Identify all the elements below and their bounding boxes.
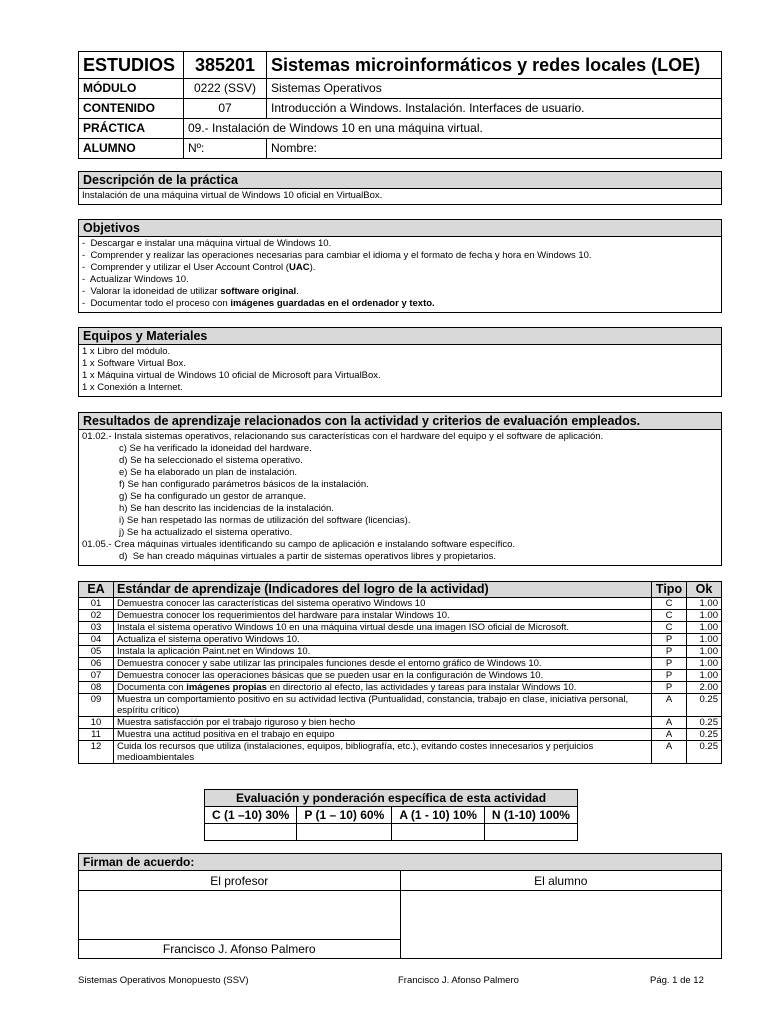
eval-n-label: N (1-10) 100% [484, 807, 577, 824]
criterion-item: d) Se ha seleccionado el sistema operativo. [119, 455, 303, 466]
description-section [78, 171, 722, 205]
eval-c-label: C (1 –10) 30% [205, 807, 297, 824]
results-title: Resultados de aprendizaje relacionados con la actividad y criterios de evaluación empleados. [79, 413, 721, 430]
table-row: 03 Instala el sistema operativo Windows 10 en una máquina virtual desde una imagen ISO oficial de Microsoft. C 1.00 [79, 622, 722, 634]
content-code: 07 [184, 99, 267, 119]
table-row: 04 Actualiza el sistema operativo Windows 10. P 1.00 [79, 634, 722, 646]
eval-a-field[interactable] [392, 824, 485, 841]
objective-item: - Actualizar Windows 10. [82, 274, 189, 285]
practice-label: PRÁCTICA [79, 119, 184, 139]
signature-table [78, 853, 722, 959]
student-number-field[interactable]: Nº: [184, 139, 267, 159]
practice-name: 09.- Instalación de Windows 10 en una máquina virtual. [184, 119, 722, 139]
module-code: 0222 (SSV) [184, 79, 267, 99]
equipment-item: 1 x Máquina virtual de Windows 10 oficial de Microsoft para VirtualBox. [82, 370, 381, 381]
objectives-section [78, 219, 722, 313]
description-title: Descripción de la práctica [79, 172, 721, 189]
studies-label: ESTUDIOS [79, 52, 184, 79]
footer-page: Pág. 1 de 12 [650, 975, 704, 986]
footer-left: Sistemas Operativos Monopuesto (SSV) [78, 975, 249, 986]
criterion-item: e) Se ha elaborado un plan de instalación. [119, 467, 297, 478]
table-row: 10 Muestra satisfacción por el trabajo riguroso y bien hecho A 0.25 [79, 717, 722, 729]
table-row: 02 Demuestra conocer los requerimientos del hardware para instalar Windows 10. C 1.00 [79, 610, 722, 622]
results-section [78, 412, 722, 566]
equipment-title: Equipos y Materiales [79, 328, 721, 345]
teacher-signature-box[interactable] [79, 891, 401, 940]
objective-item: - Comprender y realizar las operaciones necesarias para cambiar el idioma y el formato de fecha y hora en Windows 10. [82, 250, 592, 261]
criterion-item: i) Se han respetado las normas de utilización del software (licencias). [119, 515, 411, 526]
objective-item: - Documentar todo el proceso con imágenes guardadas en el ordenador y texto. [82, 298, 435, 309]
table-row: 07 Demuestra conocer las operaciones básicas que se pueden usar en la configuración de Windows 10. P 1.00 [79, 670, 722, 682]
content-name: Introducción a Windows. Instalación. Interfaces de usuario. [267, 99, 722, 119]
col-tipo: Tipo [652, 582, 687, 598]
content-label: CONTENIDO [79, 99, 184, 119]
equipment-item: 1 x Conexión a Internet. [82, 382, 183, 393]
student-heading: El alumno [400, 871, 722, 891]
eval-c-field[interactable] [205, 824, 297, 841]
col-ea: EA [79, 582, 114, 598]
header-table [78, 51, 722, 159]
table-row: 09 Muestra un comportamiento positivo en su actividad lectiva (Puntualidad, constancia, trabajo en clase, iniciativa personal, espíritu crítico) A 0.25 [79, 694, 722, 717]
table-row: 06 Demuestra conocer y sabe utilizar las principales funciones desde el entorno gráfico de Windows 10. P 1.00 [79, 658, 722, 670]
description-text: Instalación de una máquina virtual de Windows 10 oficial en VirtualBox. [82, 190, 383, 201]
standards-table [78, 581, 722, 764]
criterion-item: d) Se han creado máquinas virtuales a partir de sistemas operativos libres y propietarios. [119, 551, 497, 562]
objectives-title: Objetivos [79, 220, 721, 237]
result-item: 01.05.- Crea máquinas virtuales identificando su campo de aplicación e instalando software específico. [82, 539, 516, 550]
studies-code: 385201 [184, 52, 267, 79]
student-name-field[interactable]: Nombre: [267, 139, 722, 159]
student-label: ALUMNO [79, 139, 184, 159]
student-signature-box[interactable] [400, 891, 722, 959]
col-standard: Estándar de aprendizaje (Indicadores del logro de la actividad) [114, 582, 652, 598]
criterion-item: j) Se ha actualizado el sistema operativo. [119, 527, 293, 538]
signature-title: Firman de acuerdo: [79, 854, 722, 871]
criterion-item: g) Se ha configurado un gestor de arranque. [119, 491, 306, 502]
evaluation-title: Evaluación y ponderación específica de esta actividad [205, 790, 578, 807]
objective-item: - Descargar e instalar una máquina virtual de Windows 10. [82, 238, 332, 249]
eval-n-field[interactable] [484, 824, 577, 841]
result-item: 01.02.- Instala sistemas operativos, relacionando sus características con el hardware del equipo y el software de aplicación. [82, 431, 604, 442]
col-ok: Ok [687, 582, 722, 598]
table-row: 12 Cuida los recursos que utiliza (instalaciones, equipos, bibliografía, etc.), evitando costes innecesarios y perjuicios medioambientales A 0.25 [79, 741, 722, 764]
teacher-name: Francisco J. Afonso Palmero [79, 940, 401, 959]
table-row: 05 Instala la aplicación Paint.net en Windows 10. P 1.00 [79, 646, 722, 658]
objective-item: - Valorar la idoneidad de utilizar software original. [82, 286, 299, 297]
equipment-item: 1 x Libro del módulo. [82, 346, 171, 357]
teacher-heading: El profesor [79, 871, 401, 891]
module-name: Sistemas Operativos [267, 79, 722, 99]
eval-p-label: P (1 – 10) 60% [297, 807, 392, 824]
footer-center: Francisco J. Afonso Palmero [398, 975, 519, 986]
table-row: 08 Documenta con imágenes propias en directorio al efecto, las actividades y tareas para instalar Windows 10. P 2.00 [79, 682, 722, 694]
equipment-item: 1 x Software Virtual Box. [82, 358, 186, 369]
table-row: 11 Muestra una actitud positiva en el trabajo en equipo A 0.25 [79, 729, 722, 741]
module-label: MÓDULO [79, 79, 184, 99]
evaluation-table [204, 789, 578, 841]
criterion-item: c) Se ha verificado la idoneidad del hardware. [119, 443, 312, 454]
studies-name: Sistemas microinformáticos y redes locales (LOE) [267, 52, 722, 79]
objective-item: - Comprender y utilizar el User Account Control (UAC). [82, 262, 316, 273]
eval-a-label: A (1 - 10) 10% [392, 807, 485, 824]
criterion-item: h) Se han descrito las incidencias de la instalación. [119, 503, 334, 514]
table-row: 01 Demuestra conocer las características del sistema operativo Windows 10 C 1.00 [79, 598, 722, 610]
criterion-item: f) Se han configurado parámetros básicos de la instalación. [119, 479, 369, 490]
eval-p-field[interactable] [297, 824, 392, 841]
equipment-section [78, 327, 722, 397]
